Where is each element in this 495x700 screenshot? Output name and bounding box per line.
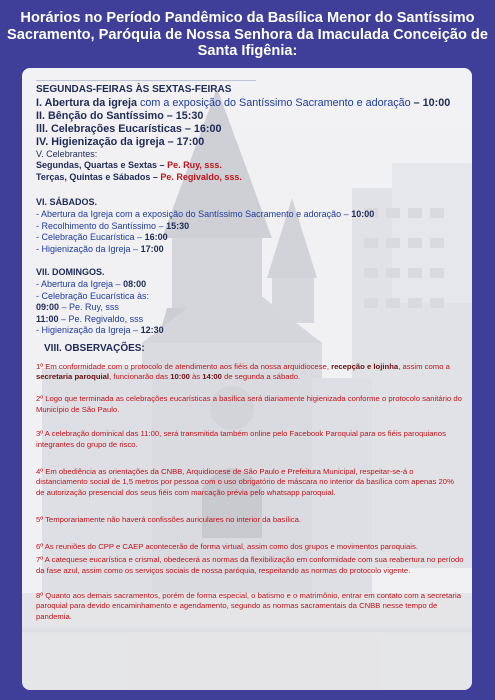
sunday-title: VII. DOMINGOS. — [36, 267, 105, 278]
sunday-mass-2: 11:00 – Pe. Regivaldo, sss — [36, 313, 144, 324]
weekdays-title: SEGUNDAS-FEIRAS ÀS SEXTAS-FEIRAS — [36, 84, 232, 95]
celebrants-line-1: Segundas, Quartas e Sextas – Pe. Ruy, sss. — [36, 160, 222, 171]
observation-3: 3º A celebração dominical das 11:00, será transmitida também online pelo Facebook Paroquial para os fiéis paroquianos integrantes do grupo de risco. — [36, 429, 446, 450]
sunday-mass-1: 09:00 – Pe. Ruy, sss — [36, 302, 119, 313]
observation-5: 5º Temporariamente não haverá confissões auriculares no interior da basílica. — [36, 514, 302, 524]
saturday-title: VI. SÁBADOS. — [36, 197, 98, 208]
observation-2: 2º Logo que terminada as celebrações eucarísticas a basílica será diariamente higienizada conforme o protocolo sanitário do Município de São Paulo. — [36, 393, 462, 414]
observation-8: 8º Quanto aos demais sacramentos, porém de forma especial, o batismo e o matrimônio, entrar em contato com a secretaria paroquial para devido encaminhamento e agendamento, segundo as normas sacramentais da CNBB nesse tempo de pandemia. — [36, 590, 461, 622]
weekday-item-opening: I. Abertura da igreja com a exposição do Santíssimo Sacramento e adoração – 10:00 — [36, 96, 451, 109]
weekday-item-celebrations: lll. Celebrações Eucarísticas – 16:00 — [36, 122, 222, 135]
celebrants-line-2: Terças, Quintas e Sábados – Pe. Regivaldo, sss. — [36, 171, 242, 182]
weekday-item-cleaning: IV. Higienização da igreja – 17:00 — [36, 135, 205, 148]
saturday-item-1: - Abertura da Igreja com a exposição do Santíssimo Sacramento e adoração – 10:00 — [36, 208, 375, 219]
observation-6: 6º As reuniões do CPP e CAEP acontecerão de forma virtual, assim como dos grupos e movimentos paroquiais. — [36, 541, 418, 551]
saturday-item-3: - Celebração Eucarística – 16:00 — [36, 232, 168, 243]
header-line-2: Sacramento, Paróquia de Nossa Senhora da Imaculada Conceição de — [7, 26, 488, 43]
header-line-3: Santa Ifigênia: — [197, 43, 298, 59]
observation-4: 4º Em obediência as orientações da CNBB, Arquidiocese de São Paulo e Prefeitura Municipal, respeitar-se-á o distanciamento social de 1,5 metros por pessoa com o uso obrigatório de máscara no interior da basílica com apenas 20% de autorização presencial dos seus fiéis com marcação prévia pelo whatsapp paroquial. — [36, 466, 454, 498]
sunday-item-5: - Higienização da Igreja – 12:30 — [36, 325, 164, 336]
schedule-content — [36, 78, 464, 634]
divider — [36, 80, 256, 81]
saturday-item-4: - Higienização da Igreja – 17:00 — [36, 243, 164, 254]
saturday-item-2: - Recolhimento do Santíssimo – 15:30 — [36, 220, 190, 231]
celebrants-label: V. Celebrantes: — [36, 148, 98, 159]
sunday-item-1: - Abertura da Igreja – 08:00 — [36, 278, 147, 289]
sunday-item-2: - Celebração Eucarística às: — [36, 290, 150, 301]
content-panel — [22, 68, 472, 690]
observations-title: VIII. OBSERVAÇÕES: — [44, 342, 145, 354]
page-header — [0, 0, 495, 68]
weekday-item-blessing: II. Bênção do Santíssimo – 15:30 — [36, 109, 204, 122]
observation-7: 7º A catequese eucarística e crismal, obedecerá as normas da flexibilização em conformidade com sua reabertura no período da fase azul, assim como os serviços sociais de nossa paróquia, respeitando as normas do protocolo vigente. — [36, 555, 464, 575]
header-line-1: Horários no Período Pandêmico da Basílica Menor do Santíssimo — [20, 10, 475, 26]
observation-1: 1º Em conformidade com o protocolo de atendimento aos fiéis da nossa arquidiocese, recepção e lojinha, assim como a secretaria paroquial, funcionarão das 10:00 às 14:00 de segunda a sábado. — [36, 361, 450, 382]
